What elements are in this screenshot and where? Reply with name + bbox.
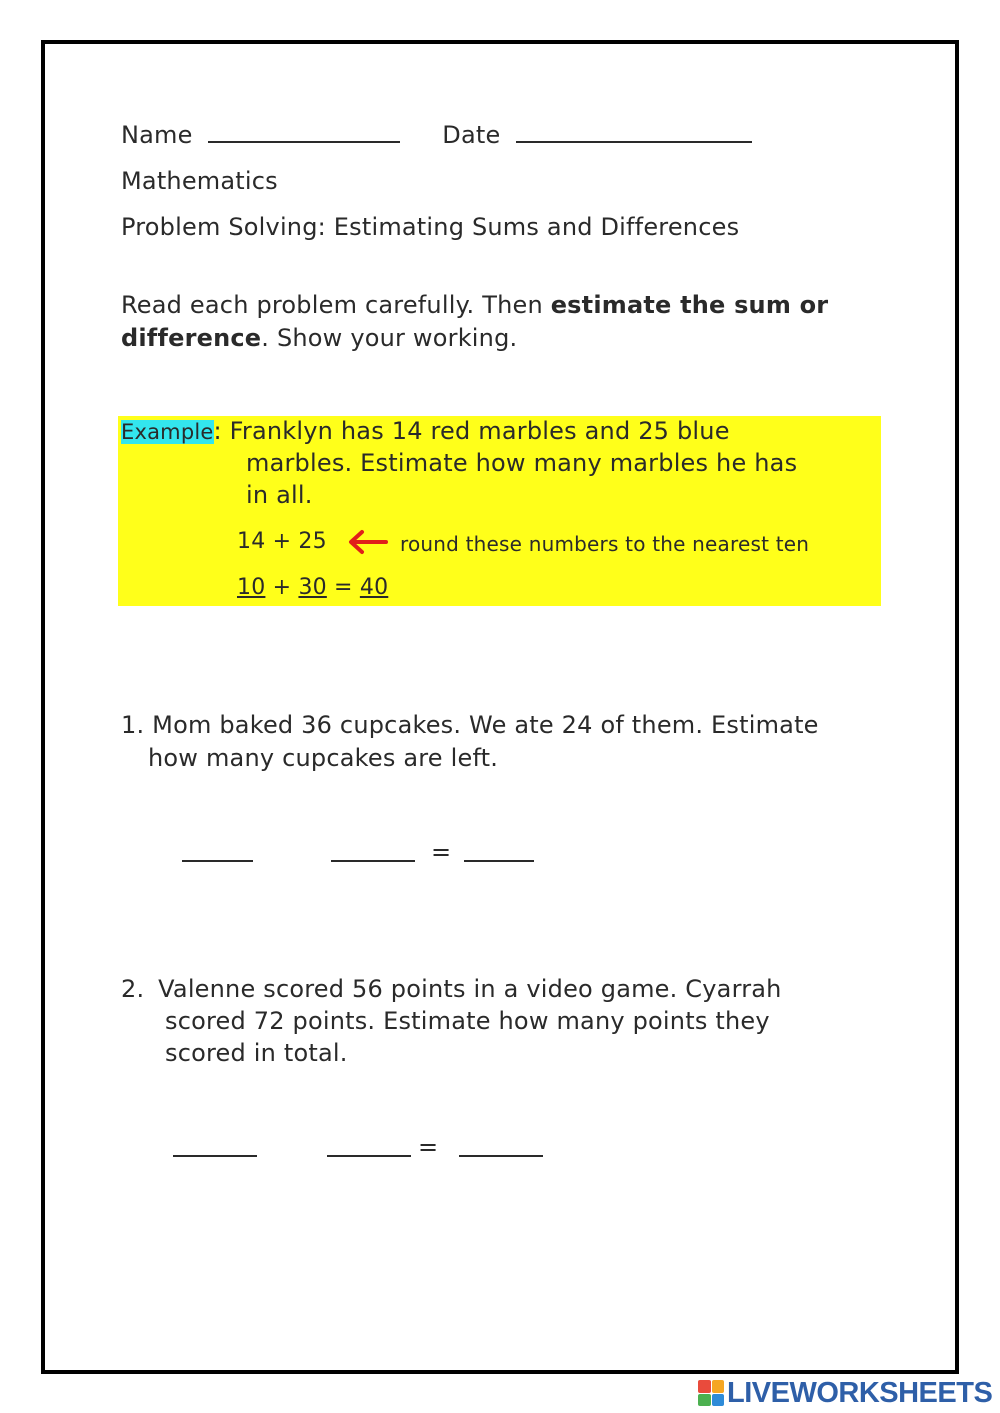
date-field[interactable] bbox=[516, 121, 752, 143]
example-result: 40 bbox=[359, 575, 389, 600]
example-line-2: marbles. Estimate how many marbles he has bbox=[246, 449, 798, 477]
q1-equals: = bbox=[431, 838, 452, 866]
question-1-number: 1. bbox=[121, 711, 145, 739]
subject-title: Mathematics bbox=[121, 167, 278, 195]
instructions-bold: estimate the sum or bbox=[550, 291, 829, 319]
example-eq: = bbox=[326, 575, 360, 600]
logo-square-2 bbox=[712, 1380, 725, 1393]
example-b: 30 bbox=[298, 575, 327, 600]
q1-answer-blank-3[interactable] bbox=[464, 860, 534, 862]
arrow-left-icon bbox=[346, 527, 390, 557]
name-field[interactable] bbox=[208, 121, 400, 143]
topic-title: Problem Solving: Estimating Sums and Differences bbox=[121, 213, 740, 241]
question-2-line-2: scored 72 points. Estimate how many points they bbox=[165, 1007, 770, 1035]
question-1-line-2: how many cupcakes are left. bbox=[148, 744, 499, 772]
q1-answer-blank-1[interactable] bbox=[182, 860, 253, 862]
example-line-1 bbox=[121, 417, 730, 445]
instructions-text-2: . Show your working. bbox=[261, 324, 518, 352]
date-label: Date bbox=[442, 121, 501, 149]
instructions-line-2 bbox=[121, 324, 517, 352]
name-label: Name bbox=[121, 121, 193, 149]
instructions-text: Read each problem carefully. Then bbox=[121, 291, 551, 319]
logo-mark-icon bbox=[698, 1380, 724, 1406]
example-colon: : bbox=[213, 417, 222, 445]
question-1-line-1 bbox=[121, 711, 819, 739]
example-expression: 14 + 25 bbox=[237, 529, 327, 554]
instructions-line-1 bbox=[121, 291, 828, 319]
example-label: Example bbox=[121, 420, 214, 444]
example-line-3: in all. bbox=[246, 481, 313, 509]
q2-answer-blank-2[interactable] bbox=[327, 1155, 411, 1157]
name-date-row bbox=[121, 121, 752, 149]
example-note: round these numbers to the nearest ten bbox=[400, 532, 810, 556]
question-2-number: 2. bbox=[121, 975, 145, 1003]
logo-square-3 bbox=[698, 1394, 711, 1407]
question-2-line-1 bbox=[121, 975, 782, 1003]
example-a: 10 bbox=[237, 575, 266, 600]
q2-answer-blank-3[interactable] bbox=[459, 1155, 543, 1157]
q1-answer-blank-2[interactable] bbox=[331, 860, 415, 862]
example-answer bbox=[237, 575, 388, 600]
question-1-text: Mom baked 36 cupcakes. We ate 24 of them. Estimate bbox=[152, 711, 819, 739]
q2-answer-blank-1[interactable] bbox=[173, 1155, 257, 1157]
question-2-text: Valenne scored 56 points in a video game. Cyarrah bbox=[158, 975, 782, 1003]
logo-square-1 bbox=[698, 1380, 711, 1393]
q2-equals: = bbox=[418, 1133, 439, 1161]
liveworksheets-logo bbox=[698, 1376, 992, 1410]
example-text-1: Franklyn has 14 red marbles and 25 blue bbox=[221, 417, 730, 445]
instructions-bold-2: difference bbox=[121, 324, 262, 352]
logo-text: LIVEWORKSHEETS bbox=[727, 1376, 993, 1409]
question-2-line-3: scored in total. bbox=[165, 1039, 348, 1067]
logo-square-4 bbox=[712, 1394, 725, 1407]
example-plus: + bbox=[265, 575, 299, 600]
